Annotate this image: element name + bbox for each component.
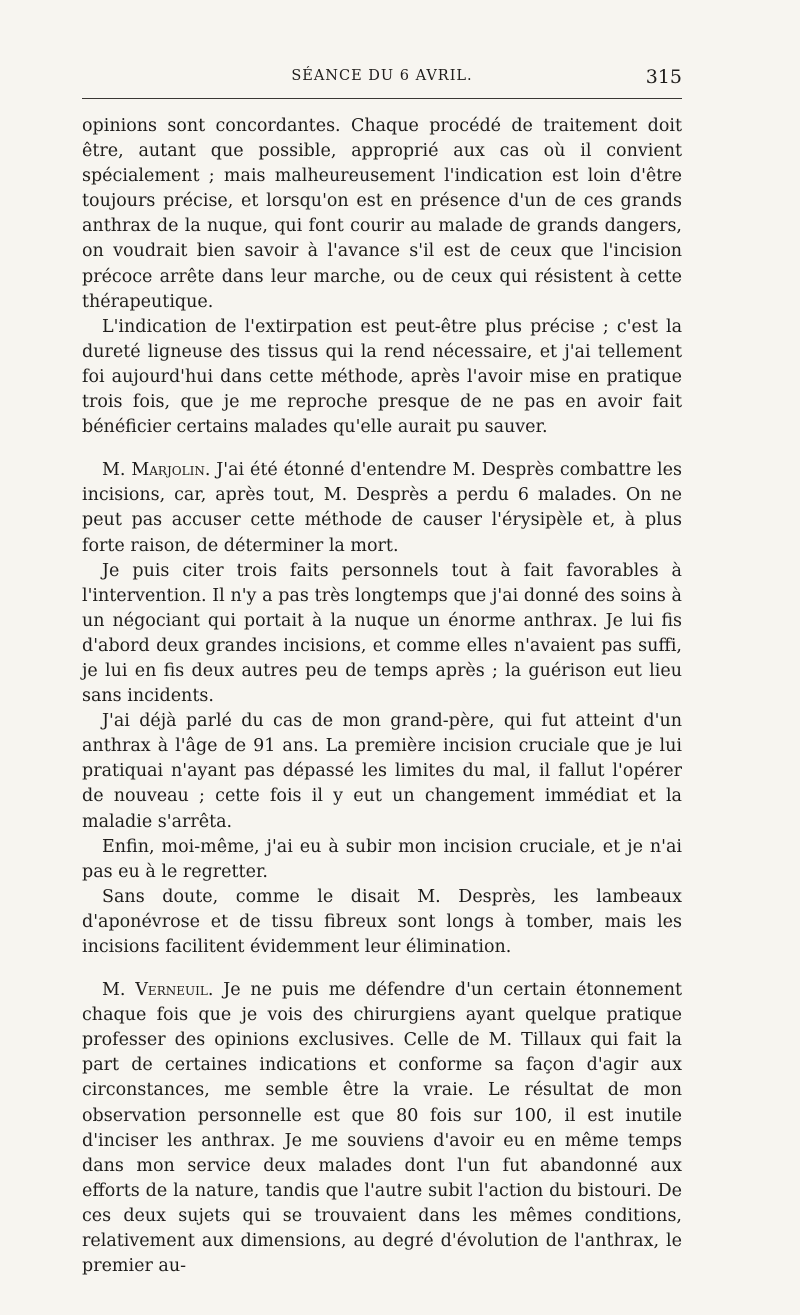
paragraph-marjolin-moi-meme: Enfin, moi-même, j'ai eu à subir mon incision cruciale, et je n'ai pas eu à le regretter. — [82, 836, 682, 882]
running-title: SÉANCE DU 6 AVRIL. — [291, 68, 473, 84]
body-text — [82, 114, 682, 1279]
page-header — [82, 62, 682, 92]
marjolin-text: J'ai été étonné d'entendre M. Desprès combattre les incisions, car, après tout, M. Desprès a perdu 6 malades. On ne peut pas accuser cette méthode de causer l'érysipèle et, à plus forte raison, de déterminer la mort. — [82, 460, 682, 556]
speaker-name-verneuil: M. Verneuil. — [102, 980, 214, 1001]
page-number: 315 — [645, 66, 682, 88]
paragraph-extirpation: L'indication de l'extirpation est peut-être plus précise ; c'est la dureté ligneuse des tissus qui la rend nécessaire, et j'ai tellement foi aujourd'hui dans cette méthode, après l'avoir mise en pratique trois fois, que je me reproche presque de ne pas en avoir fait bénéficier certains malades qu'elle aurait pu sauver. — [82, 316, 682, 438]
paragraph-marjolin-sans-doute: Sans doute, comme le disait M. Desprès, les lambeaux d'aponévrose et de tissu fibreux sont longs à tomber, mais les incisions facilitent évidemment leur élimination. — [82, 886, 682, 957]
paragraph-marjolin-faits: Je puis citer trois faits personnels tout à fait favorables à l'intervention. Il n'y a pas très longtemps que j'ai donné des soins à un négociant qui portait à la nuque un énorme anthrax. Je lui fis d'abord deux grandes incisions, et comme elles n'avaient pas suffi, je lui en fis deux autres peu de temps après ; la guérison eut lieu sans incidents. — [82, 560, 682, 707]
speaker-name-marjolin: M. Marjolin. — [102, 460, 211, 481]
paragraph-marjolin-intro — [82, 458, 682, 558]
paragraph-marjolin-grand-pere: J'ai déjà parlé du cas de mon grand-père, qui fut atteint d'un anthrax à l'âge de 91 ans. La première incision cruciale que je lui pratiquai n'ayant pas dépassé les limites du mal, il fallut l'opérer de nouveau ; cette fois il y eut un changement immédiat et la maladie s'arrêta. — [82, 711, 682, 832]
paragraph-verneuil — [82, 978, 682, 1279]
paragraph-opinions: opinions sont concordantes. Chaque procédé de traitement doit être, autant que possible, approprié aux cas où il convient spécialement ; mais malheureusement l'indication est loin d'être toujours précise, et lorsqu'on est en présence d'un de ces grands anthrax de la nuque, qui font courir au malade de grands dangers, on voudrait bien savoir à l'avance s'il est de ceux que l'incision précoce arrête dans leur marche, ou de ceux qui résistent à cette thérapeutique. — [82, 116, 682, 312]
verneuil-text: Je ne puis me défendre d'un certain étonnement chaque fois que je vois des chirurgiens ayant quelque pratique professer des opinions exclusives. Celle de M. Tillaux qui fait la part de certaines indications et conforme sa façon d'agir aux circonstances, me semble être la vraie. Le résultat de mon observation personnelle est que 80 fois sur 100, il est inutile d'inciser les anthrax. Je me souviens d'avoir eu en même temps dans mon service deux malades dont l'un fut abandonné aux efforts de la nature, tandis que l'autre subit l'action du bistouri. De ces deux sujets qui se trouvaient dans les mêmes conditions, relativement aux dimensions, au degré d'évolution de l'anthrax, le premier au- — [82, 980, 683, 1277]
header-rule — [82, 98, 682, 100]
